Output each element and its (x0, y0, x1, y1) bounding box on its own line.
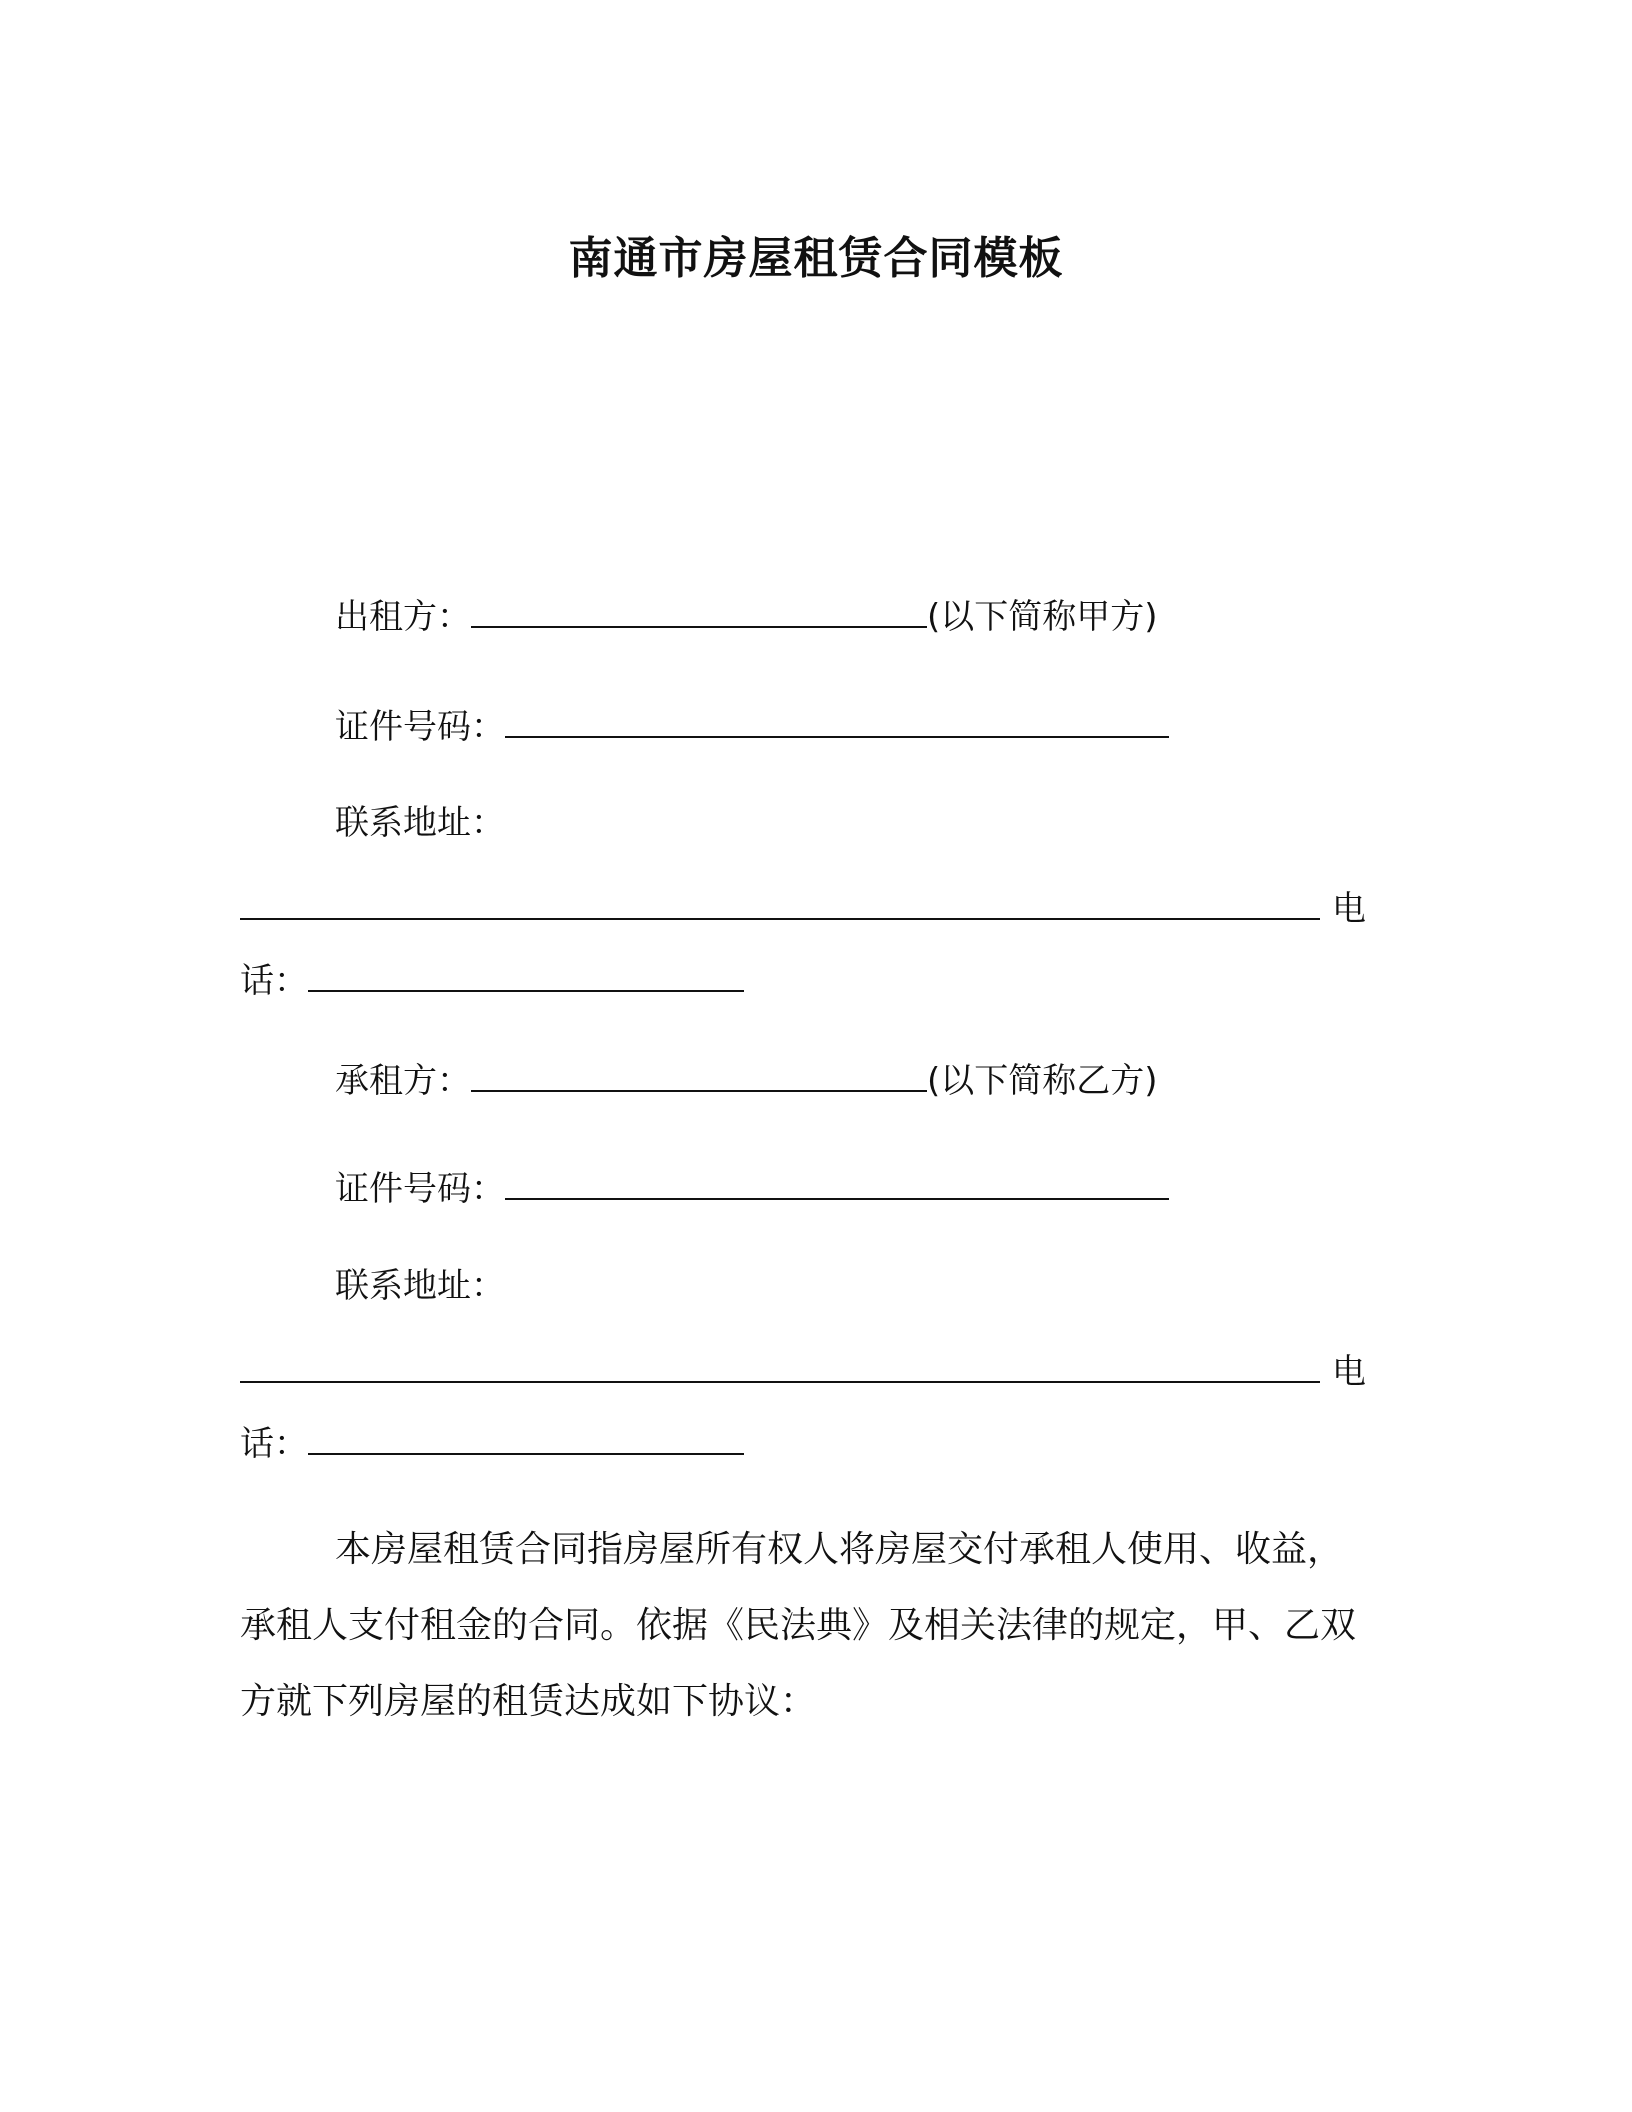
lessor-name-blank[interactable] (471, 598, 927, 628)
lessee-label: 承租方： (335, 1061, 471, 1101)
lessee-suffix: (以下简称乙方) (927, 1061, 1158, 1101)
lessor-address-label: 联系地址： (335, 803, 505, 843)
lessor-phone-label-a: 电 (1332, 889, 1366, 929)
lessor-label: 出租方： (335, 597, 471, 637)
lessee-phone-line (240, 1421, 744, 1467)
lessee-phone-label-b: 话： (240, 1424, 308, 1464)
lessee-address-label: 联系地址： (335, 1266, 505, 1306)
lessor-phone-line (240, 958, 744, 1004)
lessee-address-line (240, 1349, 1320, 1395)
lessor-id-blank[interactable] (505, 708, 1169, 738)
lessor-phone-label-b: 话： (240, 961, 308, 1001)
lessor-line (335, 594, 1158, 640)
lessee-id-blank[interactable] (505, 1170, 1169, 1200)
lessee-phone-blank[interactable] (308, 1425, 744, 1455)
lessor-suffix: (以下简称甲方) (927, 597, 1158, 637)
lessor-address-line (240, 886, 1320, 932)
lessor-id-label: 证件号码： (335, 707, 505, 747)
lessee-name-blank[interactable] (471, 1062, 927, 1092)
lessor-address-blank[interactable] (240, 890, 1320, 920)
lessor-id-line (335, 704, 1169, 750)
lessee-id-line (335, 1166, 1169, 1212)
lessor-phone-blank[interactable] (308, 962, 744, 992)
lessee-id-label: 证件号码： (335, 1169, 505, 1209)
lessee-line (335, 1058, 1158, 1104)
lessee-address-blank[interactable] (240, 1353, 1320, 1383)
intro-paragraph (240, 1512, 1368, 1740)
document-title: 南通市房屋租赁合同模板 (568, 233, 1064, 284)
intro-text: 本房屋租赁合同指房屋所有权人将房屋交付承租人使用、收益，承租人支付租金的合同。依据《民法典》及相关法律的规定，甲、乙双方就下列房屋的租赁达成如下协议： (240, 1529, 1357, 1722)
lessee-phone-label-a: 电 (1332, 1352, 1366, 1392)
